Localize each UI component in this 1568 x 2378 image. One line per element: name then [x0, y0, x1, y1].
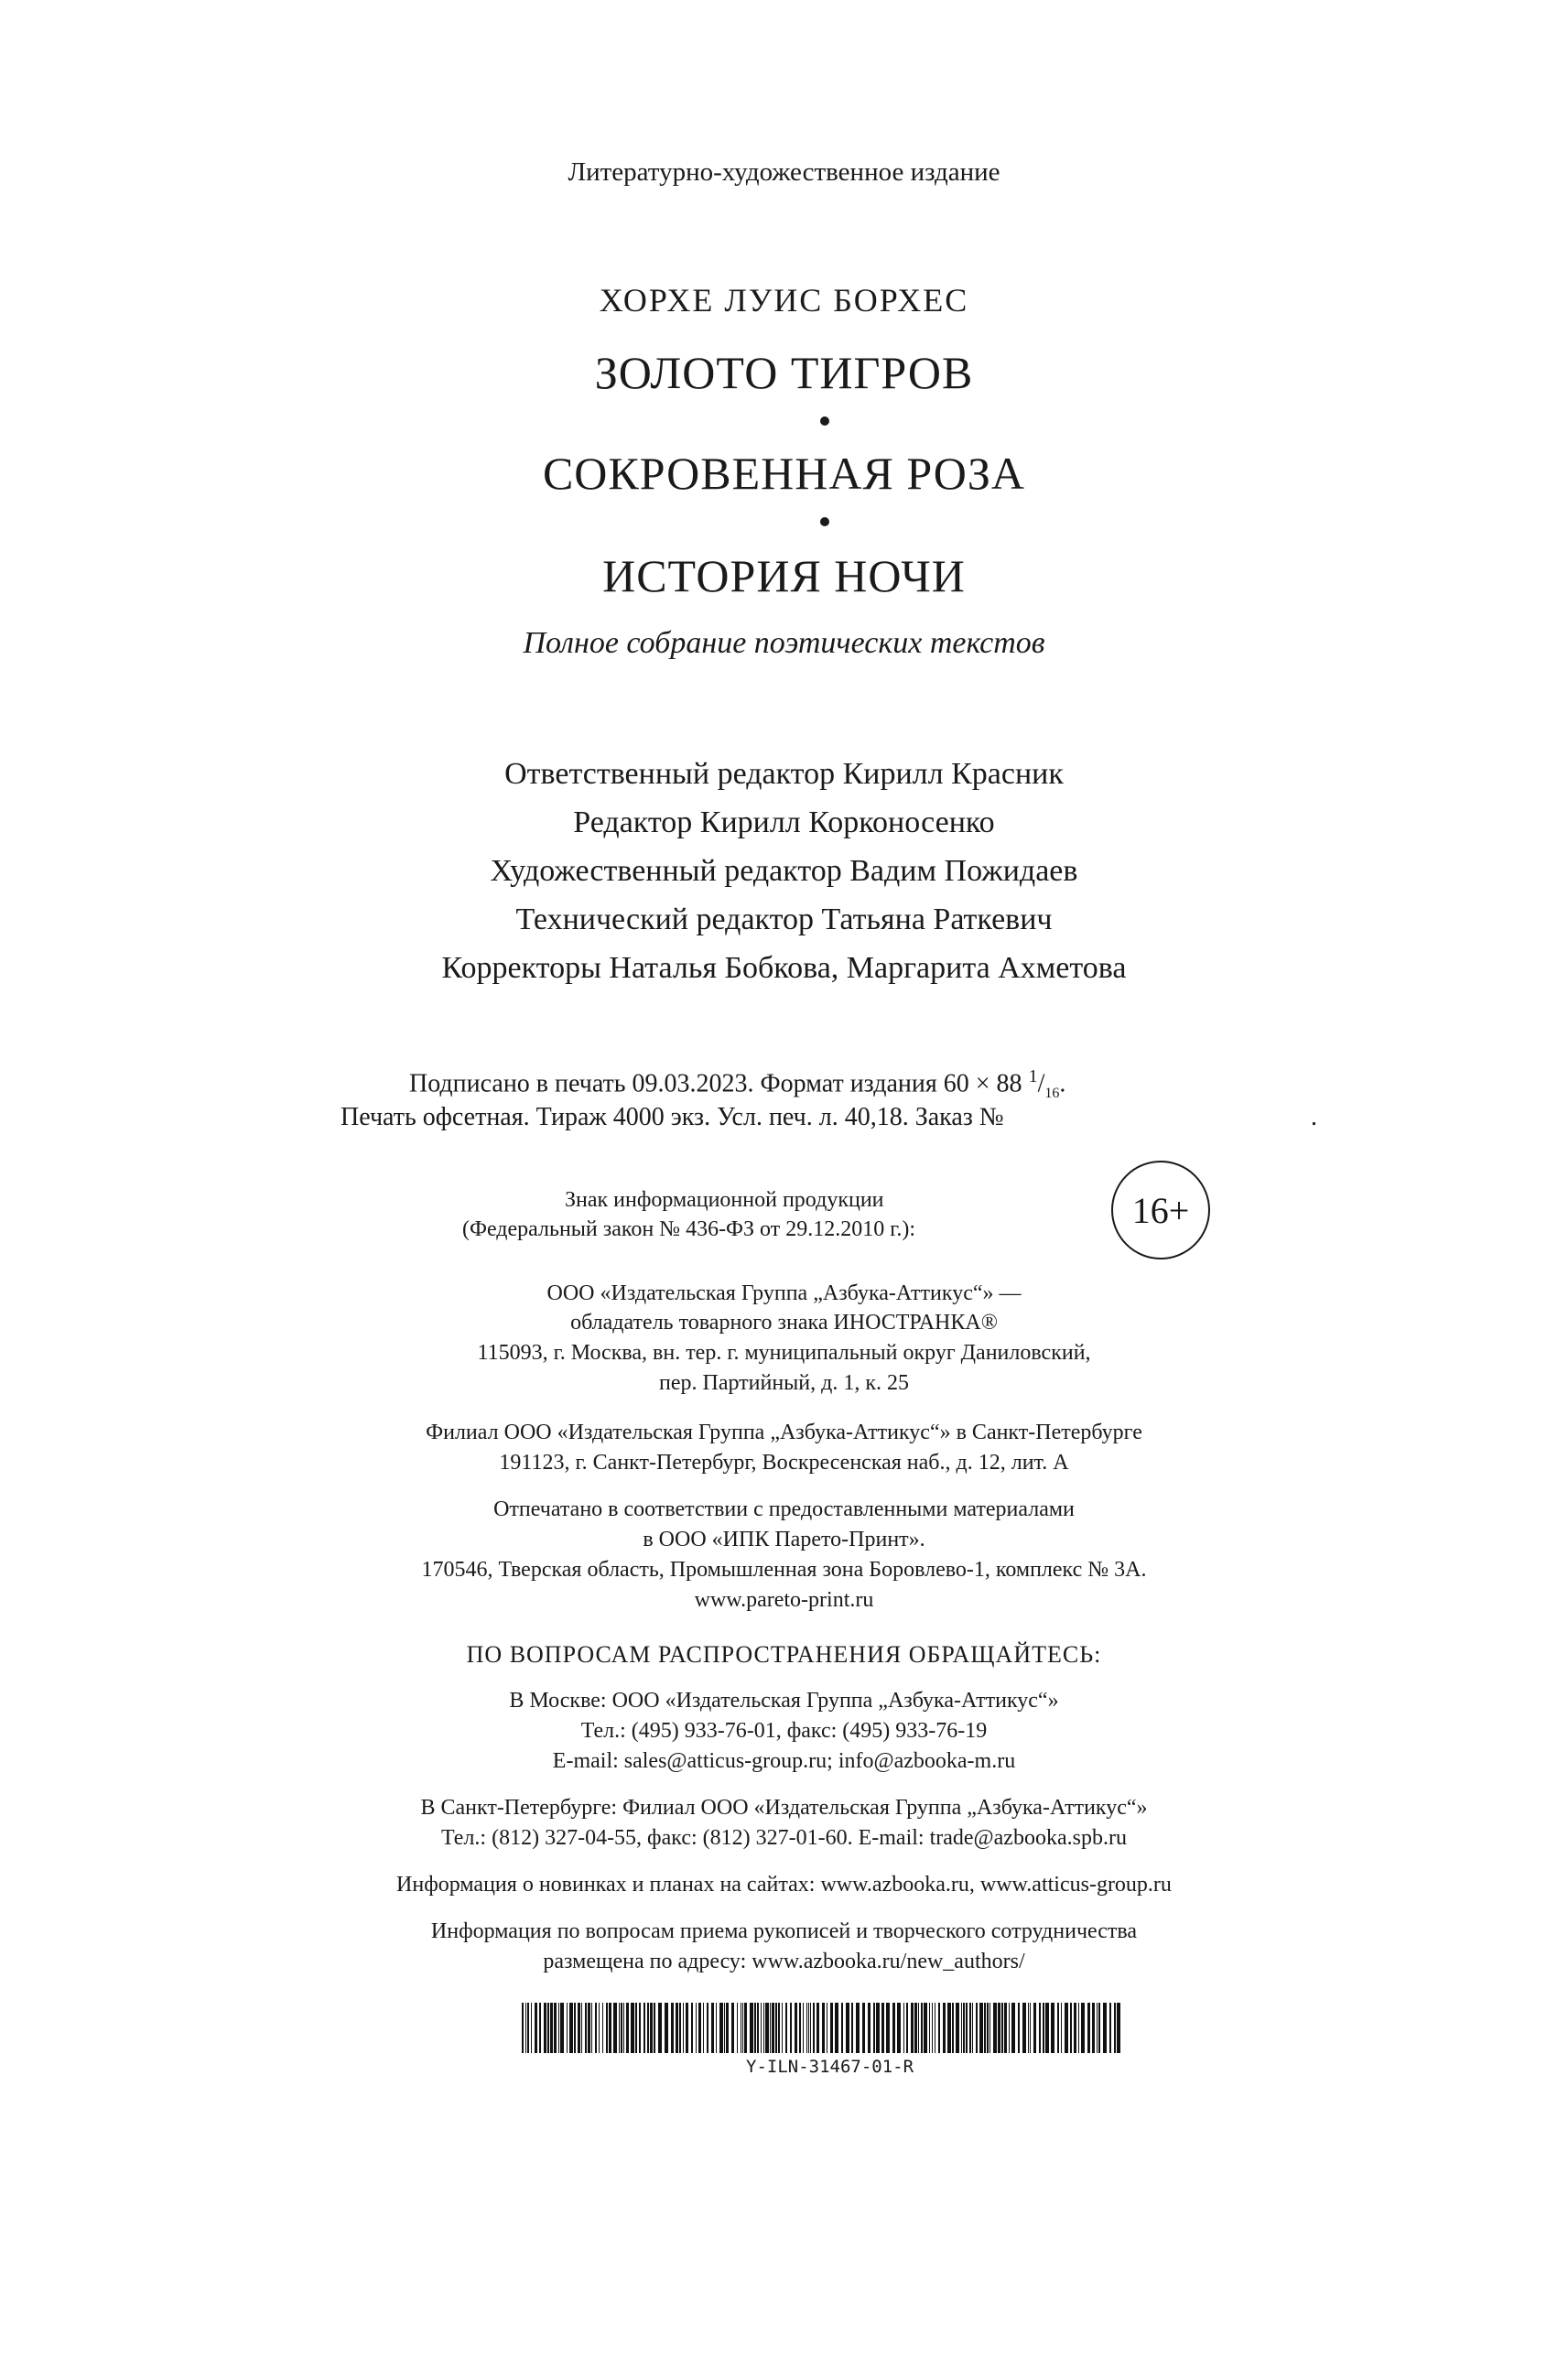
book-title-3: ИСТОРИЯ НОЧИ	[602, 550, 966, 601]
book-subtitle: Полное собрание поэтических текстов	[523, 626, 1045, 660]
spb-contact-line: В Санкт-Петербурге: Филиал ООО «Издательская Группа „Азбука-Аттикус“»	[420, 1796, 1148, 1820]
print-details-line-2: Печать офсетная. Тираж 4000 экз. Усл. печ. л. 40,18. Заказ №	[341, 1103, 1004, 1131]
manuscripts-line: размещена по адресу: www.azbooka.ru/new_authors/	[543, 1950, 1025, 1973]
print-details-line-1: Подписано в печать 09.03.2023. Формат издания 60 × 88 $^1/_{16}$.	[409, 1066, 1066, 1101]
branch-line: 191123, г. Санкт-Петербург, Воскресенская наб., д. 12, лит. А	[499, 1451, 1069, 1475]
book-title-1: ЗОЛОТО ТИГРОВ	[594, 347, 974, 398]
print-details-end: .	[1059, 1069, 1066, 1098]
publisher-line: пер. Партийный, д. 1, к. 25	[658, 1371, 910, 1395]
print-details-line-2-end: .	[1311, 1103, 1317, 1131]
manuscripts-line: Информация по вопросам приема рукописей и творческого сотрудничества	[430, 1919, 1138, 1943]
branch-line: Филиал ООО «Издательская Группа „Азбука-Аттикус“» в Санкт-Петербурге	[426, 1421, 1142, 1444]
printer-website: www.pareto-print.ru	[694, 1588, 874, 1612]
author-name: ХОРХЕ ЛУИС БОРХЕС	[599, 282, 969, 319]
barcode-code: Y-ILN-31467-01-R	[746, 2057, 914, 2077]
format-fraction-numerator: 1	[1028, 1066, 1038, 1086]
printer-line: в ООО «ИПК Парето-Принт».	[643, 1528, 925, 1551]
credit-line: Корректоры Наталья Бобкова, Маргарита Ахметова	[441, 951, 1127, 985]
credit-line: Художественный редактор Вадим Пожидаев	[490, 854, 1078, 888]
moscow-contact-line: E-mail: sales@atticus-group.ru; info@azbooka-m.ru	[552, 1749, 1016, 1773]
credit-line: Ответственный редактор Кирилл Красник	[504, 757, 1064, 791]
info-mark-label: Знак информационной продукции	[565, 1188, 884, 1212]
title-separator-dot	[820, 416, 829, 426]
spb-contact-line: Тел.: (812) 327-04-55, факс: (812) 327-01-60. E-mail: trade@azbooka.spb.ru	[441, 1826, 1127, 1850]
genre-label: Литературно-художественное издание	[568, 157, 1000, 187]
format-fraction-denominator: 16	[1044, 1085, 1060, 1101]
info-mark-law: (Федеральный закон № 436-ФЗ от 29.12.2010 г.):	[462, 1217, 916, 1241]
barcode-icon	[522, 2003, 1126, 2053]
publisher-line: 115093, г. Москва, вн. тер. г. муниципальный округ Даниловский,	[477, 1341, 1091, 1365]
printer-line: Отпечатано в соответствии с предоставленными материалами	[493, 1497, 1075, 1521]
moscow-contact-line: В Москве: ООО «Издательская Группа „Азбука-Аттикус“»	[509, 1689, 1059, 1713]
credit-line: Технический редактор Татьяна Раткевич	[515, 903, 1053, 936]
distribution-heading: ПО ВОПРОСАМ РАСПРОСТРАНЕНИЯ ОБРАЩАЙТЕСЬ:	[466, 1641, 1102, 1668]
title-separator-dot	[820, 517, 829, 526]
book-title-2: СОКРОВЕННАЯ РОЗА	[542, 448, 1026, 499]
credit-line: Редактор Кирилл Корконосенко	[573, 805, 995, 839]
publisher-line: обладатель товарного знака ИНОСТРАНКА®	[570, 1311, 998, 1335]
printer-line: 170546, Тверская область, Промышленная зона Боровлево-1, комплекс № 3А.	[421, 1558, 1147, 1582]
moscow-contact-line: Тел.: (495) 933-76-01, факс: (495) 933-76-19	[580, 1719, 988, 1743]
publisher-line: ООО «Издательская Группа „Азбука-Аттикус“» —	[546, 1281, 1022, 1305]
news-info-line: Информация о новинках и планах на сайтах: www.azbooka.ru, www.atticus-group.ru	[396, 1873, 1172, 1897]
age-rating-badge: 16+	[1111, 1161, 1210, 1259]
print-details-text: Подписано в печать 09.03.2023. Формат издания 60 × 88	[409, 1069, 1022, 1098]
